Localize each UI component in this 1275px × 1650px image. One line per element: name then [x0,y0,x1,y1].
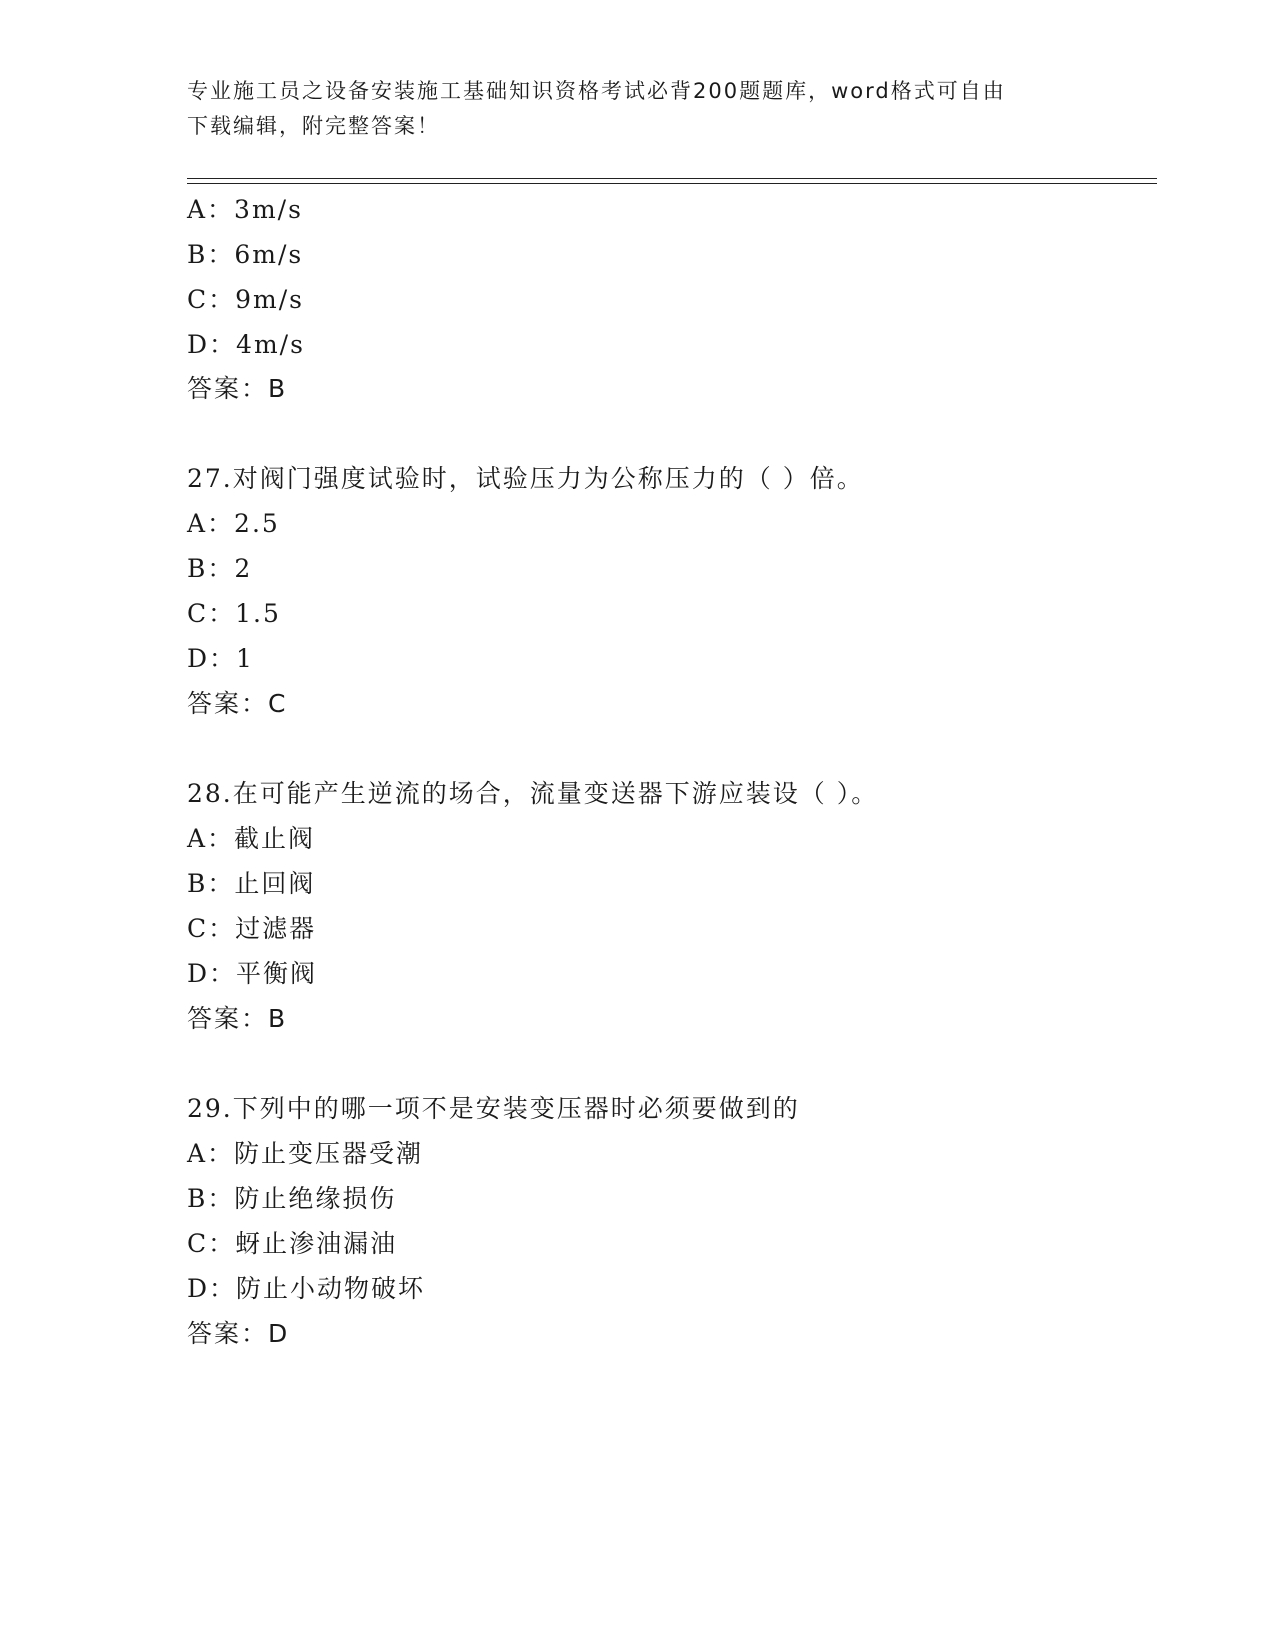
q28-stem: 28.在可能产生逆流的场合，流量变送器下游应装设（ ）。 [187,779,879,808]
q29-option-b: B：防止绝缘损伤 [187,1184,397,1213]
header-divider-bottom [187,183,1157,184]
q27-option-b: B：2 [187,554,253,583]
q27-option-c: C：1.5 [187,599,281,628]
q28-answer: 答案：B [187,1004,288,1033]
q27-option-d: D：1 [187,644,254,673]
q28-option-d: D：平衡阀 [187,959,318,988]
q29-stem: 29.下列中的哪一项不是安装变压器时必须要做到的 [187,1094,800,1123]
document-header [187,74,1067,144]
q29-answer: 答案：D [187,1319,290,1348]
q29-option-c: C：蚜止渗油漏油 [187,1229,398,1258]
q28-option-c: C：过滤器 [187,914,317,943]
q28-option-b: B：止回阀 [187,869,316,898]
q27-answer: 答案：C [187,689,288,718]
q26-option-c: C：9m/s [187,285,304,314]
q27-stem: 27.对阀门强度试验时，试验压力为公称压力的（ ）倍。 [187,464,864,493]
q29-option-d: D：防止小动物破坏 [187,1274,426,1303]
q26-option-d: D：4m/s [187,330,305,359]
q27-option-a: A：2.5 [187,509,280,538]
header-line-1: 专业施工员之设备安装施工基础知识资格考试必背200题题库，word格式可自由 [187,79,1006,103]
q29-option-a: A：防止变压器受潮 [187,1139,424,1168]
header-divider-top [187,178,1157,179]
header-line-2: 下载编辑，附完整答案！ [187,114,440,138]
q28-option-a: A：截止阀 [187,824,316,853]
q26-answer: 答案：B [187,374,288,403]
q26-option-a: A：3m/s [187,195,303,224]
q26-option-b: B：6m/s [187,240,304,269]
